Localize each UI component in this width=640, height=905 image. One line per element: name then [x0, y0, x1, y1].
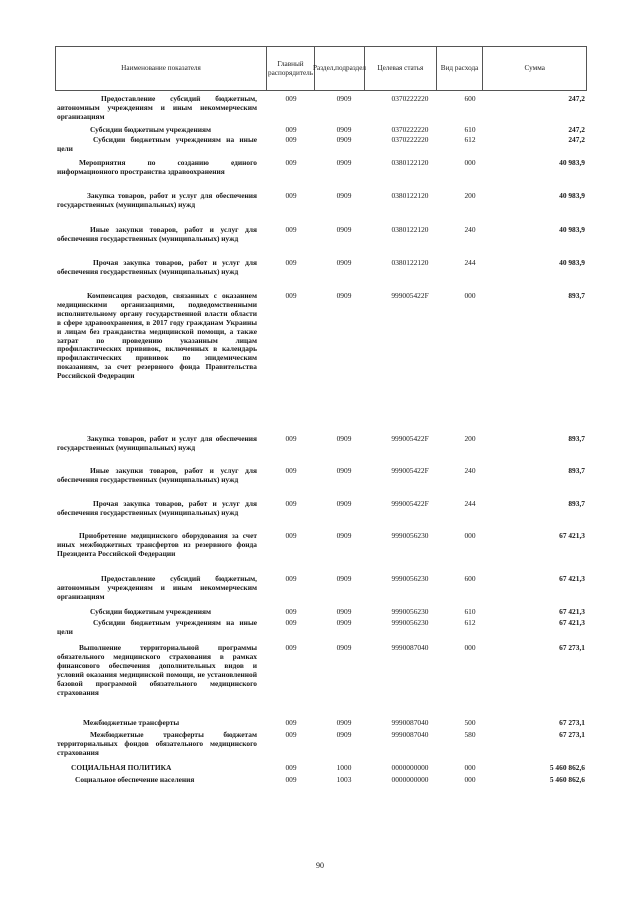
page-number: 90 [316, 861, 324, 870]
row-section: 0909 [336, 499, 352, 508]
row-sum: 893,7 [568, 291, 585, 300]
row-main: 009 [285, 225, 297, 234]
row-kind: 612 [464, 135, 476, 144]
row-target: 0380122120 [391, 158, 429, 167]
row-sum: 40 983,9 [559, 158, 585, 167]
row-section: 1003 [336, 775, 352, 784]
row-target: 0370222220 [391, 135, 429, 144]
row-section: 0909 [336, 191, 352, 200]
row-target: 0000000000 [391, 763, 429, 772]
row-sum: 893,7 [568, 499, 585, 508]
row-target: 0380122120 [391, 258, 429, 267]
row-sum: 5 460 862,6 [549, 763, 585, 772]
row-target: 9990056230 [391, 607, 429, 616]
row-main: 009 [285, 763, 297, 772]
row-main: 009 [285, 158, 297, 167]
row-target: 9990056230 [391, 618, 429, 627]
row-main: 009 [285, 466, 297, 475]
row-sum: 893,7 [568, 466, 585, 475]
row-target: 0370222220 [391, 94, 429, 103]
row-section: 0909 [336, 434, 352, 443]
row-target: 9990056230 [391, 531, 429, 540]
row-sum: 40 983,9 [559, 258, 585, 267]
row-section: 0909 [336, 94, 352, 103]
row-sum: 67 273,1 [559, 730, 585, 739]
row-main: 009 [285, 499, 297, 508]
row-name: СОЦИАЛЬНАЯ ПОЛИТИКА [71, 763, 172, 772]
row-target: 999005422F [391, 434, 429, 443]
row-section: 0909 [336, 730, 352, 739]
row-main: 009 [285, 730, 297, 739]
row-name: Субсидии бюджетным учреждениям на иные цели [57, 135, 257, 153]
row-name: Прочая закупка товаров, работ и услуг для обеспечения государственных (муниципальных) нужд [57, 258, 257, 276]
row-name: Иные закупки товаров, работ и услуг для обеспечения государственных (муниципальных) нужд [57, 225, 257, 243]
row-kind: 500 [464, 718, 476, 727]
row-sum: 247,2 [568, 94, 585, 103]
row-kind: 000 [464, 643, 476, 652]
row-section: 0909 [336, 135, 352, 144]
row-target: 999005422F [391, 291, 429, 300]
row-name: Субсидии бюджетным учреждениям на иные цели [57, 618, 257, 636]
row-section: 0909 [336, 574, 352, 583]
row-kind: 000 [464, 775, 476, 784]
row-main: 009 [285, 94, 297, 103]
row-name: Закупка товаров, работ и услуг для обеспечения государственных (муниципальных) нужд [57, 434, 257, 452]
row-section: 0909 [336, 531, 352, 540]
row-name: Субсидии бюджетным учреждениям [90, 125, 212, 134]
row-target: 0000000000 [391, 775, 429, 784]
row-sum: 893,7 [568, 434, 585, 443]
row-kind: 240 [464, 466, 476, 475]
row-main: 009 [285, 775, 297, 784]
row-kind: 200 [464, 434, 476, 443]
row-sum: 67 421,3 [559, 531, 585, 540]
row-main: 009 [285, 643, 297, 652]
row-main: 009 [285, 434, 297, 443]
row-sum: 5 460 862,6 [549, 775, 585, 784]
row-name: Компенсация расходов, связанных с оказанием медицинскими организациями, подведомственными исполнительному органу государственной власти области в сфере здравоохранения, в 2017 году гражданам Украины и лицам без гражданства медицинской помощи, а также затрат по проведению указанным лицам профилактических прививок, включенных в календарь профилактических прививок по эпидемическим показаниям, за счет резервного фонда Правительства Российской Федерации [57, 291, 257, 381]
row-kind: 000 [464, 158, 476, 167]
row-sum: 67 421,3 [559, 607, 585, 616]
row-kind: 610 [464, 125, 476, 134]
row-kind: 600 [464, 574, 476, 583]
row-kind: 580 [464, 730, 476, 739]
row-main: 009 [285, 607, 297, 616]
row-section: 0909 [336, 291, 352, 300]
row-section: 0909 [336, 466, 352, 475]
row-section: 0909 [336, 718, 352, 727]
header-main-manager: Главный распорядитель [267, 47, 315, 90]
row-sum: 67 273,1 [559, 718, 585, 727]
row-name: Выполнение территориальной программы обязательного медицинского страхования в рамках финансового обеспечения дополнительных видов и условий оказания медицинской помощи, не установленной базовой программой обязательного медицинского страхования [57, 643, 257, 697]
row-kind: 000 [464, 291, 476, 300]
row-name: Прочая закупка товаров, работ и услуг для обеспечения государственных (муниципальных) нужд [57, 499, 257, 517]
row-name: Иные закупки товаров, работ и услуг для обеспечения государственных (муниципальных) нужд [57, 466, 257, 484]
row-main: 009 [285, 258, 297, 267]
row-section: 0909 [336, 618, 352, 627]
row-kind: 240 [464, 225, 476, 234]
row-main: 009 [285, 291, 297, 300]
row-target: 9990087040 [391, 730, 429, 739]
row-kind: 200 [464, 191, 476, 200]
row-sum: 67 421,3 [559, 618, 585, 627]
header-sum: Сумма [524, 64, 545, 72]
row-section: 0909 [336, 258, 352, 267]
row-sum: 40 983,9 [559, 191, 585, 200]
row-name: Приобретение медицинского оборудования за счет иных межбюджетных трансфертов из резервного фонда Президента Российской Федерации [57, 531, 257, 558]
row-kind: 244 [464, 258, 476, 267]
row-kind: 244 [464, 499, 476, 508]
row-kind: 612 [464, 618, 476, 627]
row-section: 0909 [336, 125, 352, 134]
row-name: Социальное обеспечение населения [75, 775, 195, 784]
row-name: Межбюджетные трансферты бюджетам территориальных фондов обязательного медицинского страхования [57, 730, 257, 757]
row-main: 009 [285, 718, 297, 727]
row-target: 0370222220 [391, 125, 429, 134]
row-section: 0909 [336, 607, 352, 616]
row-sum: 67 273,1 [559, 643, 585, 652]
row-kind: 610 [464, 607, 476, 616]
row-sum: 247,2 [568, 135, 585, 144]
row-kind: 600 [464, 94, 476, 103]
row-name: Мероприятия по созданию единого информационного пространства здравоохранения [57, 158, 257, 176]
row-target: 999005422F [391, 466, 429, 475]
row-main: 009 [285, 125, 297, 134]
row-section: 0909 [336, 158, 352, 167]
row-main: 009 [285, 531, 297, 540]
row-target: 9990087040 [391, 718, 429, 727]
header-target-article: Целевая статья [365, 47, 437, 90]
row-section: 0909 [336, 643, 352, 652]
row-name: Закупка товаров, работ и услуг для обеспечения государственных (муниципальных) нужд [57, 191, 257, 209]
row-target: 9990056230 [391, 574, 429, 583]
table-header [55, 46, 587, 91]
row-sum: 247,2 [568, 125, 585, 134]
header-section: Раздел,подраздел [315, 47, 365, 90]
row-section: 0909 [336, 225, 352, 234]
header-name: Наименование показателя [56, 47, 267, 90]
row-name: Предоставление субсидий бюджетным, автономным учреждениям и иным некоммерческим организациям [57, 94, 257, 121]
header-expense-kind: Вид расхода [437, 47, 484, 90]
row-sum: 40 983,9 [559, 225, 585, 234]
row-name: Предоставление субсидий бюджетным, автономным учреждениям и иным некоммерческим организациям [57, 574, 257, 601]
row-kind: 000 [464, 763, 476, 772]
row-target: 9990087040 [391, 643, 429, 652]
row-name: Субсидии бюджетным учреждениям [90, 607, 212, 616]
row-section: 1000 [336, 763, 352, 772]
row-target: 999005422F [391, 499, 429, 508]
row-main: 009 [285, 191, 297, 200]
row-sum: 67 421,3 [559, 574, 585, 583]
row-main: 009 [285, 135, 297, 144]
row-main: 009 [285, 574, 297, 583]
row-name: Межбюджетные трансферты [83, 718, 180, 727]
row-kind: 000 [464, 531, 476, 540]
row-target: 0380122120 [391, 191, 429, 200]
row-target: 0380122120 [391, 225, 429, 234]
row-main: 009 [285, 618, 297, 627]
